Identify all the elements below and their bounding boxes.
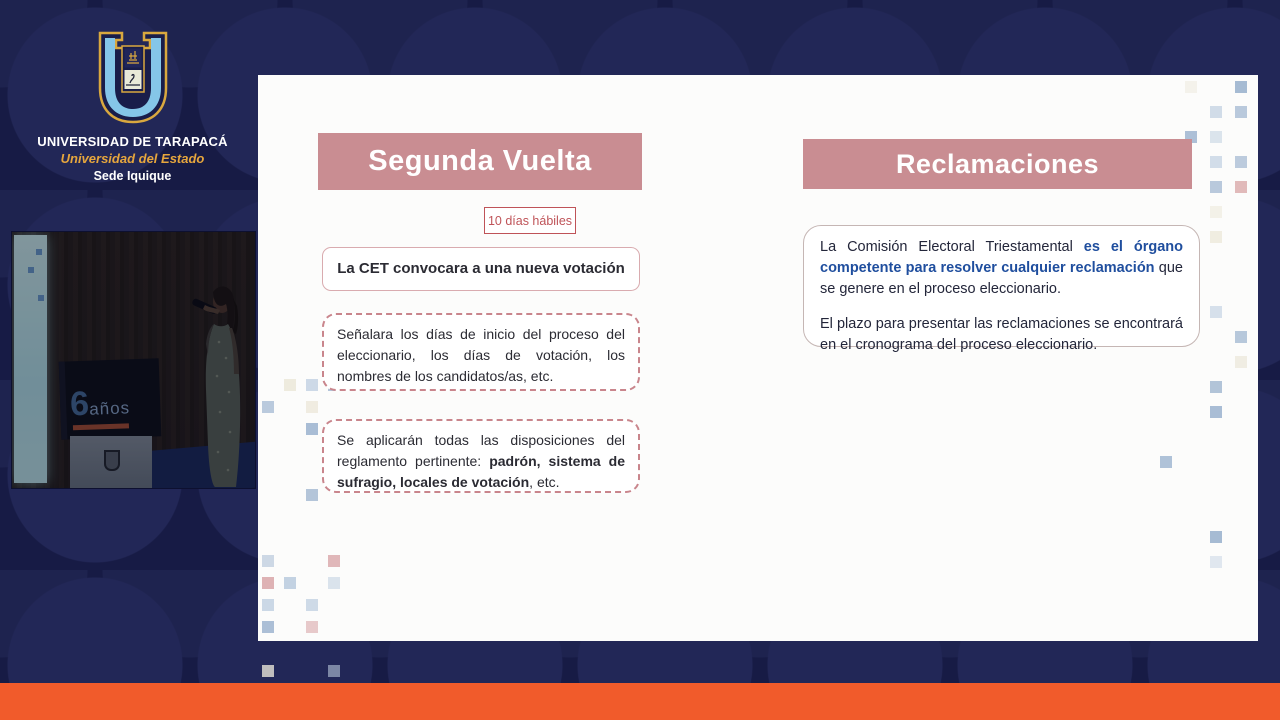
- box-reclamaciones: [803, 225, 1200, 354]
- box-senalara: Señalara los días de inicio del proceso del eleccionario, los días de votación, los nombres de los candidatos/as, etc.: [322, 313, 640, 391]
- pedestal: [70, 436, 152, 488]
- presenter-video: [12, 232, 255, 488]
- header-reclamaciones: Reclamaciones: [803, 139, 1192, 189]
- pedestal-logo-icon: [104, 450, 120, 471]
- cube-word: años: [88, 398, 131, 419]
- bottom-orange-bar: [0, 683, 1280, 720]
- cube-stripe: [73, 423, 129, 430]
- university-campus: Sede Iquique: [93, 169, 172, 183]
- box-disposiciones: Se aplicarán todas las disposiciones del reglamento pertinente: padrón, sistema de sufragio, locales de votación, etc.: [322, 419, 640, 493]
- university-subtitle: Universidad del Estado: [60, 151, 205, 166]
- university-logo-icon: [96, 30, 170, 126]
- badge-dias-habiles: 10 días hábiles: [484, 207, 576, 234]
- cube-number: 6: [69, 384, 90, 424]
- university-name: UNIVERSIDAD DE TARAPACÁ: [37, 134, 228, 149]
- presenter-silhouette: [170, 280, 255, 488]
- reclamaciones-paragraph-2: El plazo para presentar las reclamaciones se encontrará en el cronograma del proceso eleccionario.: [820, 316, 1183, 354]
- reclamaciones-paragraph-1: La Comisión Electoral Triestamental es el órgano competente para resolver cualquier reclamación que se genere en el proceso eleccionario.: [820, 239, 1183, 298]
- university-branding: [35, 30, 230, 183]
- box-convocatoria: La CET convocara a una nueva votación: [322, 247, 640, 291]
- header-segunda-vuelta: Segunda Vuelta: [318, 133, 642, 190]
- slide: [258, 75, 1258, 641]
- projection-screen: [14, 235, 47, 483]
- anniversary-cube: [59, 358, 162, 439]
